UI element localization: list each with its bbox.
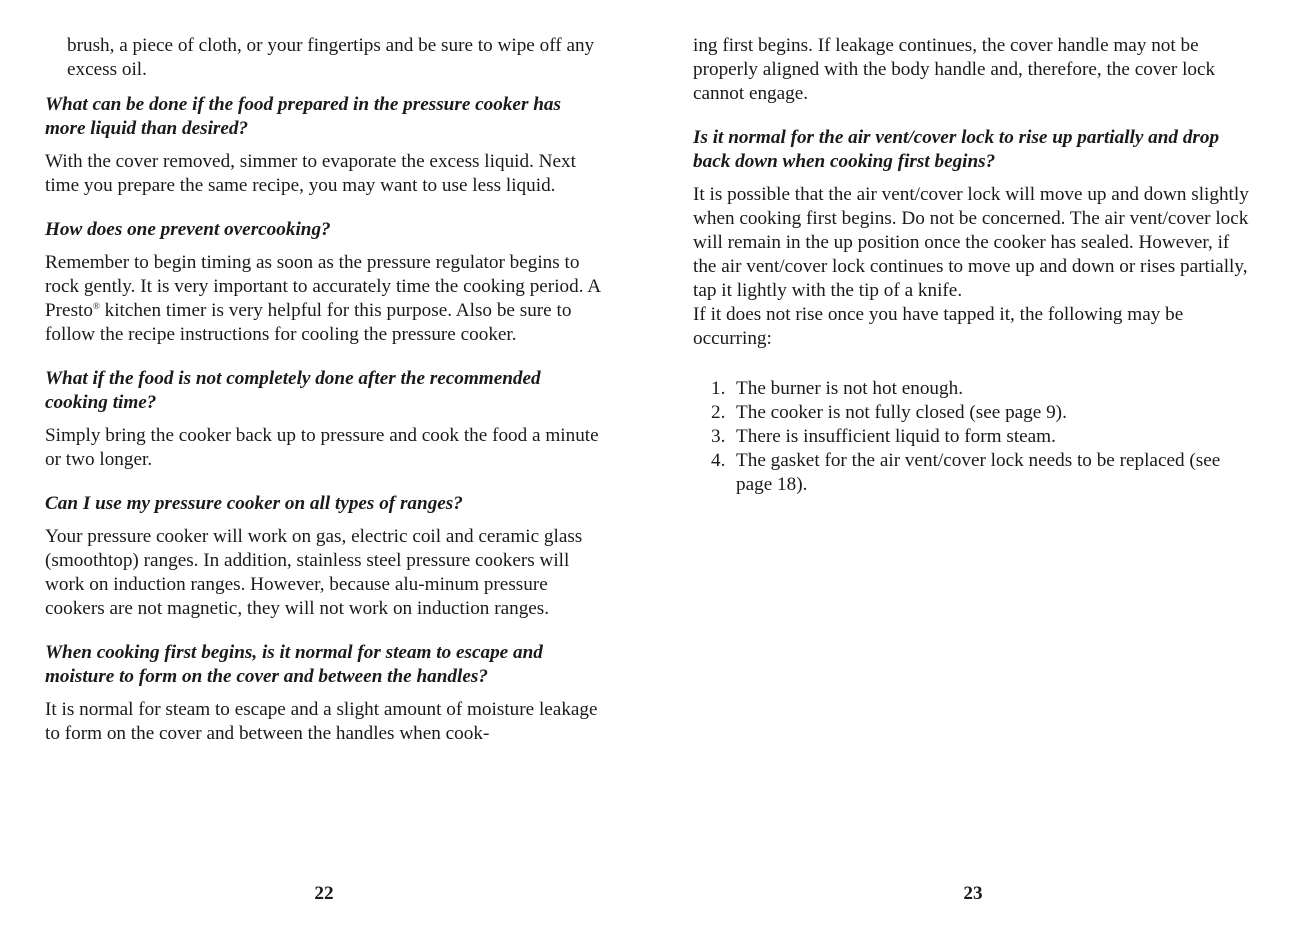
list-text: There is insufficient liquid to form steam. [736,426,1056,447]
answer-paragraph: Your pressure cooker will work on gas, electric coil and ceramic glass (smoothtop) ranges. In addition, stainless steel pressure cookers will work on induction ranges. However, because alu-minum pressure cookers are not magnetic, they will not work on induction ranges. [45,526,583,619]
continued-paragraph: brush, a piece of cloth, or your fingertips and be sure to wipe off any excess oil. [67,35,595,80]
answer-paragraph: It is possible that the air vent/cover lock will move up and down slightly when cooking first begins. Do not be concerned. The air vent/cover lock will remain in the up position once the cooker has sealed. However, if the air vent/cover lock continues to move up and down or rises partially, tap it lightly with the tip of a knife. [693,184,1249,301]
causes-list [693,377,1251,497]
answer-paragraph: With the cover removed, simmer to evaporate the excess liquid. Next time you prepare the same recipe, you may want to use less liquid. [45,151,576,196]
answer-paragraph [45,251,601,347]
list-number: 4. [711,450,726,471]
list-item [693,401,1251,425]
list-item [693,449,1251,497]
page-number-right: 23 [963,883,983,904]
question-heading: Can I use my pressure cooker on all types of ranges? [45,493,463,514]
page-number-left: 22 [314,883,334,904]
question-heading: When cooking first begins, is it normal for steam to escape and moisture to form on the cover and between the handles? [45,642,543,687]
answer-paragraph: Simply bring the cooker back up to pressure and cook the food a minute or two longer. [45,425,599,470]
right-page [693,34,1251,497]
list-text: The cooker is not fully closed (see page 9). [736,402,1067,423]
list-number: 1. [711,378,726,399]
registered-mark: ® [92,301,100,311]
question-heading: Is it normal for the air vent/cover lock to rise up partially and drop back down when cooking first begins? [693,127,1220,172]
question-heading: What can be done if the food prepared in the pressure cooker has more liquid than desired? [45,94,561,139]
answer-paragraph: If it does not rise once you have tapped it, the following may be occurring: [693,304,1184,349]
list-item [693,377,1251,401]
list-number: 3. [711,426,726,447]
list-number: 2. [711,402,726,423]
left-page [45,34,601,746]
question-heading: How does one prevent overcooking? [45,219,331,240]
answer-paragraph: It is normal for steam to escape and a slight amount of moisture leakage to form on the cover and between the handles when cook- [45,699,598,744]
list-text: The gasket for the air vent/cover lock needs to be replaced (see page 18). [736,450,1221,495]
question-heading: What if the food is not completely done after the recommended cooking time? [45,368,541,413]
list-text: The burner is not hot enough. [736,378,964,399]
answer-text: kitchen timer is very helpful for this purpose. Also be sure to follow the recipe instructions for cooling the pressure cooker. [45,300,572,345]
list-item [693,425,1251,449]
continued-paragraph: ing first begins. If leakage continues, the cover handle may not be properly aligned with the body handle and, therefore, the cover lock cannot engage. [693,35,1216,104]
answer-text: Remember to begin timing as soon as the pressure regulator begins to rock gently. It is very important to accurately time the cooking period. A Presto [45,252,601,321]
